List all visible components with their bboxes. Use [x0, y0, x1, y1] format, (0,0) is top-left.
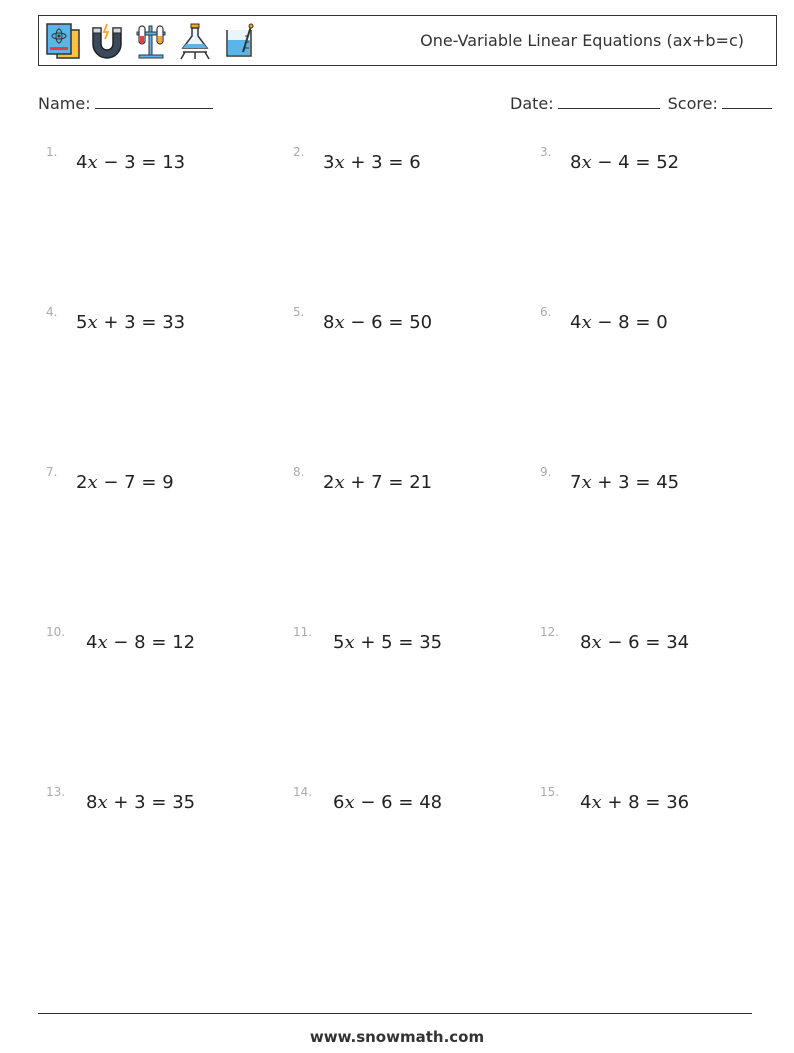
problem-number: 15. [540, 785, 560, 799]
equation-var: x [87, 152, 98, 173]
equation-eq: = [635, 312, 651, 333]
equation-coef: 8 [86, 792, 98, 813]
problem-number: 1. [46, 145, 58, 159]
problem-equation [323, 312, 432, 333]
equation-op: + [597, 472, 613, 493]
equation-op: − [103, 152, 119, 173]
problem-equation [570, 152, 679, 173]
equation-coef: 5 [333, 632, 345, 653]
equation-coef: 4 [570, 312, 582, 333]
science-book-icon [45, 22, 81, 60]
equation-coef: 8 [570, 152, 582, 173]
equation-var: x [591, 632, 602, 653]
equation-const: 6 [628, 632, 640, 653]
equation-var: x [334, 312, 345, 333]
problem-number: 7. [46, 465, 58, 479]
name-blank[interactable] [95, 94, 213, 109]
equation-eq: = [388, 472, 404, 493]
equation-var: x [581, 472, 592, 493]
footer-divider [38, 1013, 752, 1014]
equation-var: x [97, 792, 108, 813]
equation-coef: 4 [76, 152, 88, 173]
problem-equation [86, 632, 195, 653]
equation-var: x [344, 792, 355, 813]
equation-op: − [103, 472, 119, 493]
test-tubes-icon [133, 22, 169, 60]
equation-var: x [344, 632, 355, 653]
equation-const: 3 [124, 152, 136, 173]
problem-item [46, 465, 276, 505]
equation-op: − [350, 312, 366, 333]
equation-eq: = [635, 152, 651, 173]
problem-number: 5. [293, 305, 305, 319]
equation-rhs: 9 [162, 472, 174, 493]
flask-burner-icon [177, 22, 213, 60]
name-label: Name: [38, 94, 91, 113]
beaker-icon [221, 22, 257, 60]
problem-item [46, 625, 276, 665]
equation-const: 3 [134, 792, 146, 813]
problem-equation [570, 312, 668, 333]
equation-op: + [350, 152, 366, 173]
equation-rhs: 13 [162, 152, 186, 173]
equation-op: + [360, 632, 376, 653]
problem-equation [580, 632, 689, 653]
equation-rhs: 35 [419, 632, 443, 653]
equation-var: x [334, 472, 345, 493]
name-field [38, 94, 213, 113]
equation-const: 6 [371, 312, 383, 333]
score-blank[interactable] [722, 94, 772, 109]
equation-eq: = [141, 472, 157, 493]
problem-equation [323, 152, 421, 173]
equation-coef: 4 [86, 632, 98, 653]
equation-op: + [113, 792, 129, 813]
equation-coef: 2 [323, 472, 335, 493]
equation-const: 3 [618, 472, 630, 493]
equation-rhs: 0 [656, 312, 668, 333]
equation-coef: 7 [570, 472, 582, 493]
equation-eq: = [645, 792, 661, 813]
equation-rhs: 48 [419, 792, 443, 813]
problem-item [540, 145, 770, 185]
equation-rhs: 33 [162, 312, 186, 333]
problem-item [46, 785, 276, 825]
worksheet-title: One-Variable Linear Equations (ax+b=c) [420, 31, 744, 50]
problem-item [46, 305, 276, 345]
problem-item [293, 625, 523, 665]
equation-rhs: 21 [409, 472, 433, 493]
footer-url: www.snowmath.com [309, 1028, 485, 1046]
problem-item [540, 625, 770, 665]
equation-op: − [597, 152, 613, 173]
problem-equation [580, 792, 689, 813]
equation-var: x [591, 792, 602, 813]
equation-const: 7 [124, 472, 136, 493]
date-score-fields [510, 94, 772, 113]
equation-eq: = [645, 632, 661, 653]
equation-coef: 4 [580, 792, 592, 813]
equation-const: 5 [381, 632, 393, 653]
equation-const: 7 [371, 472, 383, 493]
problem-equation [76, 472, 174, 493]
problem-item [540, 465, 770, 505]
equation-op: + [350, 472, 366, 493]
equation-eq: = [398, 792, 414, 813]
equation-eq: = [151, 632, 167, 653]
equation-eq: = [151, 792, 167, 813]
equation-rhs: 45 [656, 472, 680, 493]
equation-var: x [87, 472, 98, 493]
equation-const: 8 [618, 312, 630, 333]
magnet-icon [89, 22, 125, 60]
problem-number: 13. [46, 785, 66, 799]
equation-rhs: 34 [666, 632, 690, 653]
equation-op: − [597, 312, 613, 333]
equation-rhs: 35 [172, 792, 196, 813]
problem-item [293, 145, 523, 185]
equation-var: x [97, 632, 108, 653]
problem-number: 14. [293, 785, 313, 799]
problem-equation [333, 632, 442, 653]
problem-number: 4. [46, 305, 58, 319]
date-label: Date: [510, 94, 554, 113]
problem-number: 12. [540, 625, 560, 639]
equation-const: 6 [381, 792, 393, 813]
problem-equation [76, 152, 185, 173]
equation-rhs: 12 [172, 632, 196, 653]
equation-coef: 3 [323, 152, 335, 173]
score-label: Score: [667, 94, 718, 113]
problem-equation [570, 472, 679, 493]
problem-equation [76, 312, 185, 333]
problem-item [46, 145, 276, 185]
header-icons [45, 21, 257, 61]
equation-op: + [607, 792, 623, 813]
problem-equation [323, 472, 432, 493]
equation-const: 4 [618, 152, 630, 173]
problem-item [293, 305, 523, 345]
equation-rhs: 52 [656, 152, 680, 173]
equation-var: x [334, 152, 345, 173]
problem-number: 3. [540, 145, 552, 159]
equation-const: 3 [371, 152, 383, 173]
equation-coef: 2 [76, 472, 88, 493]
equation-op: − [607, 632, 623, 653]
worksheet-header [38, 15, 777, 66]
equation-coef: 8 [580, 632, 592, 653]
equation-const: 8 [628, 792, 640, 813]
equation-var: x [581, 312, 592, 333]
equation-op: − [360, 792, 376, 813]
problem-item [540, 305, 770, 345]
equation-coef: 8 [323, 312, 335, 333]
equation-const: 3 [124, 312, 136, 333]
problem-number: 6. [540, 305, 552, 319]
problem-equation [86, 792, 195, 813]
problem-equation [333, 792, 442, 813]
equation-op: + [103, 312, 119, 333]
equation-const: 8 [134, 632, 146, 653]
problem-number: 11. [293, 625, 313, 639]
problem-item [293, 785, 523, 825]
equation-coef: 5 [76, 312, 88, 333]
equation-rhs: 50 [409, 312, 433, 333]
problem-number: 2. [293, 145, 305, 159]
equation-rhs: 6 [409, 152, 421, 173]
problem-item [540, 785, 770, 825]
problem-item [293, 465, 523, 505]
equation-op: − [113, 632, 129, 653]
problem-number: 9. [540, 465, 552, 479]
equation-eq: = [635, 472, 651, 493]
equation-eq: = [398, 632, 414, 653]
equation-rhs: 36 [666, 792, 690, 813]
equation-var: x [581, 152, 592, 173]
equation-var: x [87, 312, 98, 333]
equation-eq: = [388, 312, 404, 333]
equation-eq: = [141, 152, 157, 173]
problem-number: 8. [293, 465, 305, 479]
problem-number: 10. [46, 625, 66, 639]
equation-coef: 6 [333, 792, 345, 813]
date-blank[interactable] [558, 94, 660, 109]
equation-eq: = [141, 312, 157, 333]
equation-eq: = [388, 152, 404, 173]
